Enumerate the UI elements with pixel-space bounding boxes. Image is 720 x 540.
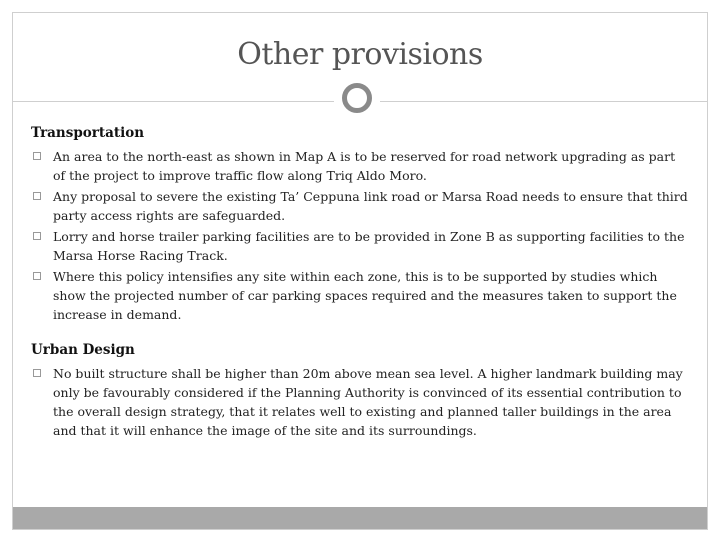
list-item-text: Where this policy intensifies any site within each zone, this is to be supported by studies which show the projected number of car parking spaces required and the measures taken to support the increase in demand. (53, 269, 677, 322)
slide-content (31, 125, 691, 458)
slide (12, 12, 708, 530)
list-item (31, 227, 691, 265)
footer-bar (13, 507, 707, 529)
list-item (31, 147, 691, 185)
urban-design-list (31, 364, 691, 440)
transportation-list (31, 147, 691, 324)
list-item-text: An area to the north-east as shown in Map A is to be reserved for road network upgrading as part of the project to improve traffic flow along Triq Aldo Moro. (53, 149, 676, 183)
list-item-text: Lorry and horse trailer parking facilities are to be provided in Zone B as supporting facilities to the Marsa Horse Racing Track. (53, 229, 685, 263)
list-item-text: No built structure shall be higher than 20m above mean sea level. A higher landmark building may only be favourably considered if the Planning Authority is convinced of its essential contribution to the overall design strategy, that it relates well to existing and planned taller buildings in the area and that it will enhance the image of the site and its surroundings. (53, 366, 683, 438)
list-item (31, 267, 691, 324)
square-bullet-icon (33, 192, 41, 200)
square-bullet-icon (33, 232, 41, 240)
section-heading-urban-design: Urban Design (31, 342, 135, 358)
square-bullet-icon (33, 369, 41, 377)
slide-title: Other provisions (237, 37, 483, 72)
circle-ornament-icon (342, 83, 372, 113)
list-item-text: Any proposal to severe the existing Ta’ Ceppuna link road or Marsa Road needs to ensure that third party access rights are safeguarded. (53, 189, 688, 223)
list-item (31, 187, 691, 225)
list-item (31, 364, 691, 440)
square-bullet-icon (33, 272, 41, 280)
square-bullet-icon (33, 152, 41, 160)
section-heading-transportation: Transportation (31, 125, 145, 141)
